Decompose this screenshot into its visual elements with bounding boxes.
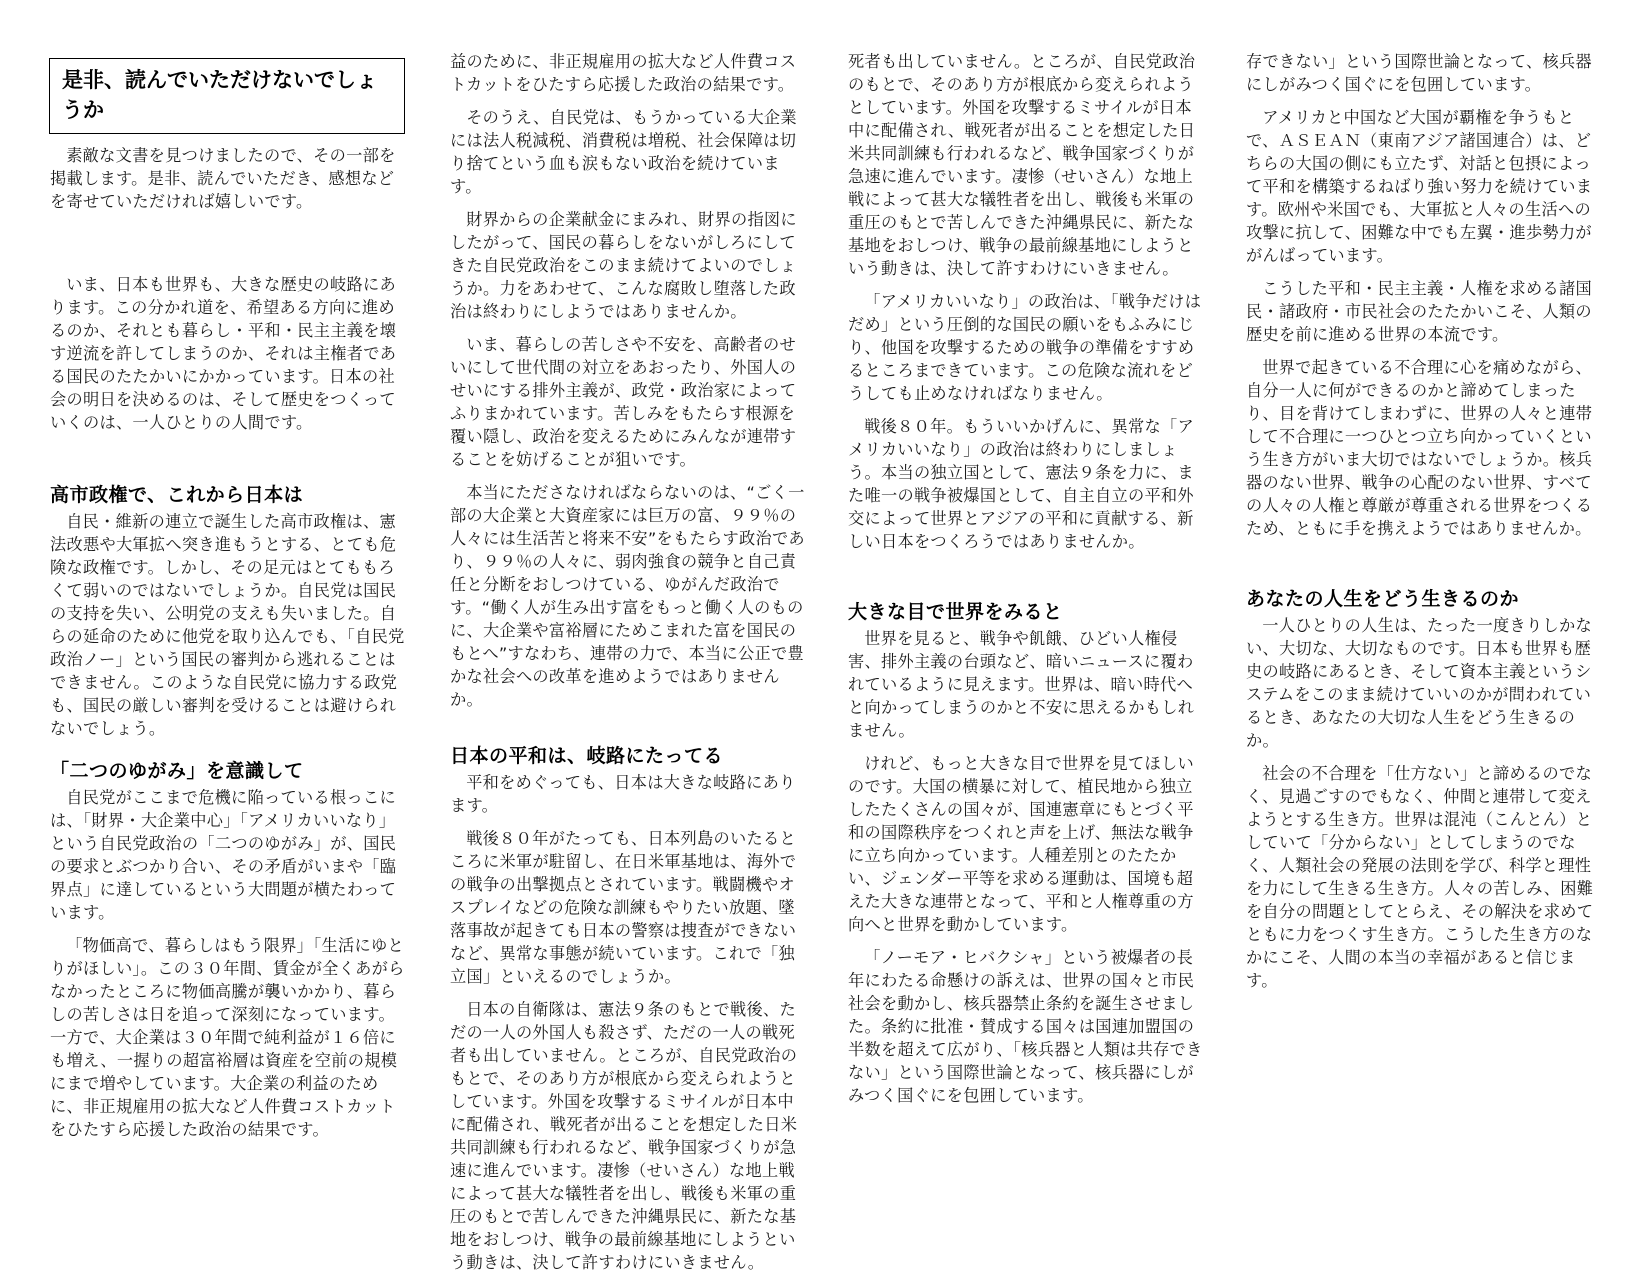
section-paragraph: 平和をめぐっても、日本は大きな岐路にあります。: [450, 773, 796, 815]
column-2: [450, 50, 805, 1272]
section-heading-takaichi: 高市政権で、これから日本は: [50, 484, 304, 506]
intro-paragraph: 素敵な文書を見つけましたので、その一部を掲載します。是非、読んでいただき、感想などを寄せていただければ嬉しいです。: [50, 146, 396, 211]
section-paragraph-continued: 存できない」という国際世論となって、核兵器にしがみつく国ぐにを包囲しています。: [1246, 52, 1592, 94]
section-paragraph-continued: 死者も出していません。ところが、自民党政治のもとで、そのあり方が根底から変えられようとしています。外国を攻撃するミサイルが日本中に配備され、戦死者が出ることを想定した日米共同訓練も行われるなど、戦争国家づくりが急速に進んでいます。凄惨（せいさん）な地上戦によって甚大な犠牲者を出し、戦後も米軍の重圧のもとで苦しんできた沖縄県民に、新たな基地をおしつけ、戦争の最前線基地にしようという動きは、決して許すわけにいきません。: [848, 52, 1196, 278]
section-paragraph: 本当にたださなければならないのは、“ごく一部の大企業と大資産家には巨万の富、９９％の人々には生活苦と将来不安”をもたらす政治であり、９９％の人々に、弱肉強食の競争と自己責任と分断をおしつけている、ゆがんだ政治です。“働く人が生み出す富をもっと働く人のものに、大企業や富裕層にためこまれた富を国民のもとへ”すなわち、連帯の力で、本当に公正で豊かな社会への改革を進めようではありませんか。: [450, 483, 805, 709]
section-paragraph: 社会の不合理を「仕方ない」と諦めるのでなく、見過ごすのでもなく、仲間と連帯して変えようとする生き方。世界は混沌（こんとん）としていて「分からない」としてしまうのでなく、人類社会の発展の法則を学び、科学と理性を力にして生きる生き方。人々の苦しみ、困難を自分の問題としてとらえ、その解決を求めてともに力をつくす生き方。こうした生き方のなかにこそ、人間の本当の幸福があると信じます。: [1246, 764, 1594, 990]
page-title: 是非、読んでいただけないでしょうか: [49, 58, 405, 134]
section-paragraph: そのうえ、自民党は、もうかっている大企業には法人税減税、消費税は増税、社会保障は切り捨てという血も涙もない政治を続けています。: [450, 108, 797, 196]
section-paragraph: 一人ひとりの人生は、たった一度きりしかない、大切な、大切なものです。日本も世界も歴史の岐路にあるとき、そして資本主義というシステムをこのまま続けていいのかが問われているとき、あなたの大切な人生をどう生きるのか。: [1246, 616, 1592, 750]
section-paragraph: 自民・維新の連立で誕生した高市政権は、憲法改悪や大軍拡へ突き進もうとする、とても危険な政権です。しかし、その足元はとてももろくて弱いのではないでしょうか。自民党は国民の支持を失い、公明党の支えも失いました。自らの延命のために他党を取り込んでも、「自民党政治ノー」という国民の審判から逃れることはできません。このような自民党に協力する政党も、国民の厳しい審判を受けることは避けられないでしょう。: [50, 512, 405, 738]
section-paragraph: 「ノーモア・ヒバクシャ」という被爆者の長年にわたる命懸けの訴えは、世界の国々と市民社会を動かし、核兵器禁止条約を誕生させました。条約に批准・賛成する国々は国連加盟国の半数を超えて広がり、「核兵器と人類は共存できない」という国際世論となって、核兵器にしがみつく国ぐにを包囲しています。: [848, 948, 1203, 1105]
section-paragraph: いま、暮らしの苦しさや不安を、高齢者のせいにして世代間の対立をあおったり、外国人のせいにする排外主義が、政党・政治家によってふりまかれています。苦しみをもたらす根源を覆い隠し、政治を変えるためにみんなが連帯することを妨げることが狙いです。: [450, 335, 797, 469]
section-paragraph: 財界からの企業献金にまみれ、財界の指図にしたがって、国民の暮らしをないがしろにしてきた自民党政治をこのまま続けてよいのでしょうか。力をあわせて、こんな腐敗し堕落した政治は終わりにしようではありませんか。: [450, 210, 797, 321]
column-4: [1246, 50, 1601, 1002]
section-paragraph: けれど、もっと大きな目で世界を見てほしいのです。大国の横暴に対して、植民地から独立したたくさんの国々が、国連憲章にもとづく平和の国際秩序をつくれと声を上げ、無法な戦争に立ち向かっています。人種差別とのたたかい、ジェンダー平等を求める運動は、国境も超えた大きな連帯となって、平和と人権尊重の方向へと世界を動かしています。: [848, 754, 1194, 934]
section-paragraph: 「物価高で、暮らしはもう限界」「生活にゆとりがほしい」。この３０年間、賃金が全くあがらなかったところに物価高騰が襲いかかり、暮らしの苦しさは日を追って深刻になっています。一方で、大企業は３０年間で純利益が１６倍にも増え、一握りの超富裕層は資産を空前の規模にまで増やしています。大企業の利益のために、非正規雇用の拡大など人件費コストカットをひたすら応援した政治の結果です。: [50, 936, 405, 1139]
section-paragraph: 世界で起きている不合理に心を痛めながら、自分一人に何ができるのかと諦めてしまったり、目を背けてしまわずに、世界の人々と連帯して不合理に一つひとつ立ち向かっていくという生き方がいま大切ではないでしょうか。核兵器のない世界、戦争の心配のない世界、すべての人々の人権と尊厳が尊重される世界をつくるため、ともに手を携えようではありませんか。: [1246, 358, 1593, 538]
section-heading-world: 大きな目で世界をみると: [848, 601, 1063, 623]
section-paragraph-continued: 益のために、非正規雇用の拡大など人件費コストカットをひたすら応援した政治の結果です。: [450, 52, 797, 94]
section-paragraph: 戦後８０年がたっても、日本列島のいたるところに米軍が駐留し、在日米軍基地は、海外での戦争の出撃拠点とされています。戦闘機やオスプレイなどの危険な訓練もやりたい放題、墜落事故が起きても日本の警察は捜査ができないなど、異常な事態が続いています。これで「独立国」といえるのでしょうか。: [450, 829, 797, 986]
section-paragraph: 「アメリカいいなり」の政治は、「戦争だけはだめ」という圧倒的な国民の願いをもふみにじり、他国を攻撃するための戦争の準備をすすめるところまできています。この危険な流れをどうしても止めなければなりません。: [848, 292, 1202, 403]
section-heading-two-distortions: 「二つのゆがみ」を意識して: [50, 760, 304, 782]
opening-paragraph: いま、日本も世界も、大きな歴史の岐路にあります。この分かれ道を、希望ある方向に進めるのか、それとも暮らし・平和・民主主義を壊す逆流を許してしまうのか、それは主権者である国民のたたかいにかかっています。日本の社会の明日を決めるのは、そして歴史をつくっていくのは、一人ひとりの人間です。: [50, 275, 397, 432]
section-paragraph: 戦後８０年。もういいかげんに、異常な「アメリカいいなり」の政治は終わりにしましょう。本当の独立国として、憲法９条を力に、また唯一の戦争被爆国として、自主自立の平和外交によって世界とアジアの平和に貢献する、新しい日本をつくろうではありませんか。: [848, 417, 1194, 551]
column-3: [848, 50, 1203, 1105]
section-heading-peace: 日本の平和は、岐路にたってる: [450, 745, 724, 767]
section-paragraph: こうした平和・民主主義・人権を求める諸国民・諸政府・市民社会のたたかいこそ、人類の歴史を前に進める世界の本流です。: [1246, 279, 1592, 344]
section-paragraph: 自民党がここまで危機に陥っている根っこには、「財界・大企業中心」「アメリカいいなり」という自民党政治の「二つのゆがみ」が、国民の要求とぶつかり合い、その矛盾がいまや「臨界点」に達しているという大問題が横たわっています。: [50, 788, 397, 922]
section-heading-your-life: あなたの人生をどう生きるのか: [1246, 588, 1520, 610]
section-paragraph: 日本の自衛隊は、憲法９条のもとで戦後、ただの一人の外国人も殺さず、ただの一人の戦死者も出していません。ところが、自民党政治のもとで、そのあり方が根底から変えられようとしています。外国を攻撃するミサイルが日本中に配備され、戦死者が出ることを想定した日米共同訓練も行われるなど、戦争国家づくりが急速に進んでいます。凄惨（せいさん）な地上戦によって甚大な犠牲者を出し、戦後も米軍の重圧のもとで苦しんできた沖縄県民に、新たな基地をおしつけ、戦争の最前線基地にしようという動きは、決して許すわけにいきません。: [450, 1000, 798, 1272]
column-1: [50, 50, 405, 1139]
section-paragraph: 世界を見ると、戦争や飢餓、ひどい人権侵害、排外主義の台頭など、暗いニュースに覆われているように見えます。世界は、暗い時代へと向かってしまうのかと不安に思えるかもしれません。: [848, 629, 1195, 740]
section-paragraph: アメリカと中国など大国が覇権を争うもとで、ＡＳＥＡＮ（東南アジア諸国連合）は、どちらの大国の側にも立たず、対話と包摂によって平和を構築するねばり強い努力を続けています。欧州や米国でも、大軍拡と人々の生活への攻撃に抗して、困難な中でも左翼・進歩勢力ががんばっています。: [1246, 108, 1593, 265]
